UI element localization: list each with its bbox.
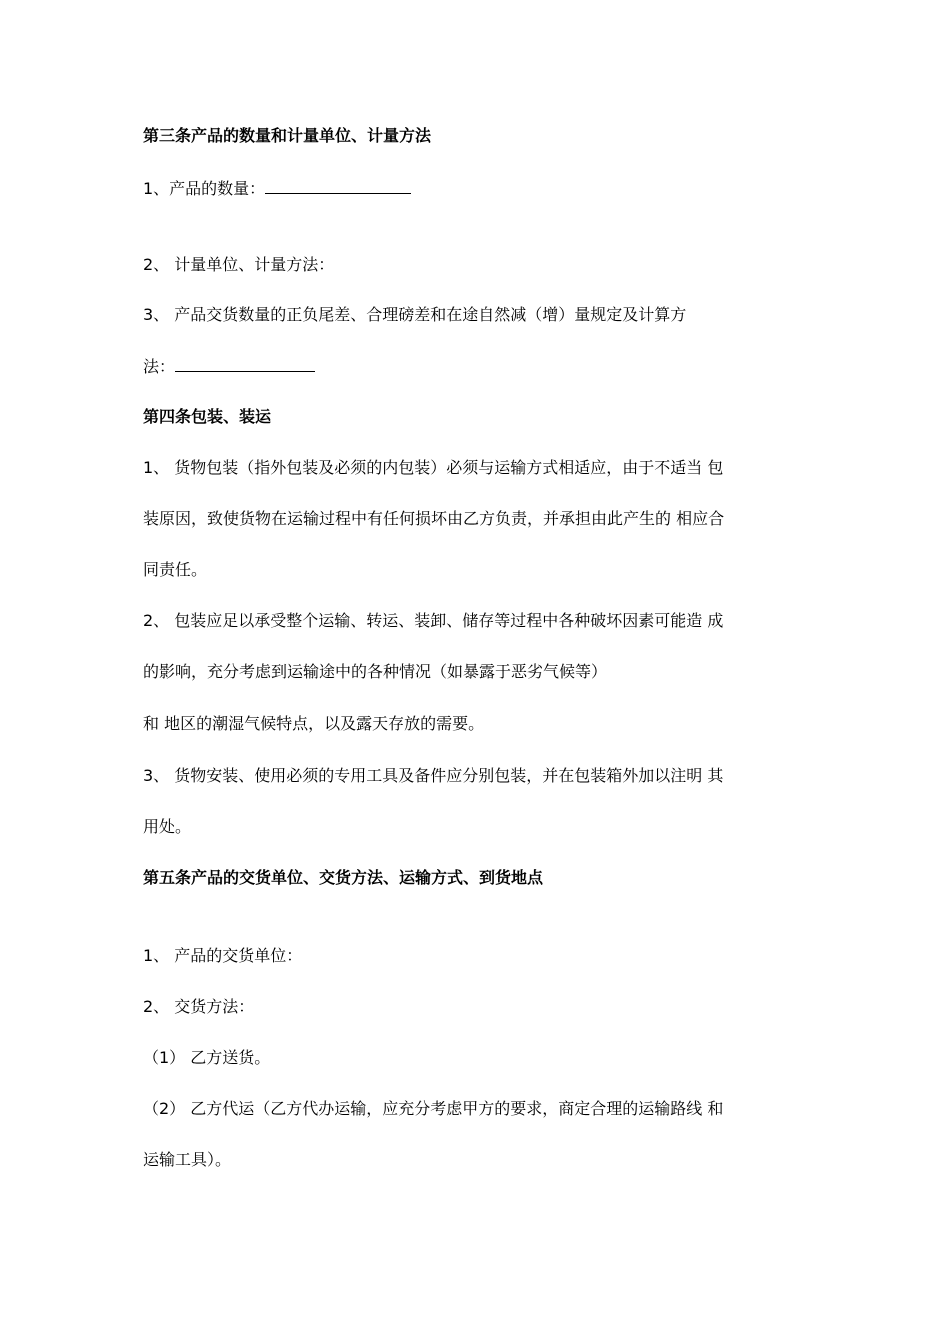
article-4-item-3-line-1: 3、 货物安装、使用必须的专用工具及备件应分别包装，并在包装箱外加以注明 其	[143, 766, 724, 785]
article-4-item-1-line-3: 同责任。	[143, 560, 208, 579]
article-3-item-2: 2、 计量单位、计量方法：	[143, 255, 335, 274]
article-4-item-1-line-1: 1、 货物包装（指外包装及必须的内包装）必须与运输方式相适应，由于不适当 包	[143, 458, 724, 477]
article-4-item-2-line-2: 的影响，充分考虑到运输途中的各种情况（如暴露于恶劣气候等）	[143, 662, 608, 681]
article-5-item-1: 1、 产品的交货单位：	[143, 946, 303, 965]
article-4-item-1-line-2: 装原因，致使货物在运输过程中有任何损坏由乙方负责，并承担由此产生的 相应合	[143, 509, 725, 528]
article-3-item-1	[143, 177, 411, 200]
blank-underline	[265, 177, 411, 194]
item-text: 法：	[143, 357, 176, 376]
article-5-item-2-option-2-line-2: 运输工具）。	[143, 1150, 232, 1169]
article-3-item-3-line-2	[143, 355, 315, 378]
article-5-item-2-option-1: （1） 乙方送货。	[143, 1048, 271, 1067]
item-text: 1、产品的数量：	[143, 179, 266, 198]
article-4-item-2-line-1: 2、 包装应足以承受整个运输、转运、装卸、储存等过程中各种破坏因素可能造 成	[143, 611, 724, 630]
article-3-heading: 第三条产品的数量和计量单位、计量方法	[143, 126, 432, 145]
article-4-item-3-line-2: 用处。	[143, 817, 192, 836]
article-5-item-2-option-2-line-1: （2） 乙方代运（乙方代办运输，应充分考虑甲方的要求，商定合理的运输路线 和	[143, 1099, 724, 1118]
blank-underline	[175, 355, 315, 372]
article-5-item-2: 2、 交货方法：	[143, 997, 255, 1016]
article-4-item-2-line-3: 和 地区的潮湿气候特点，以及露天存放的需要。	[143, 714, 485, 733]
article-5-heading: 第五条产品的交货单位、交货方法、运输方式、到货地点	[143, 868, 544, 887]
article-3-item-3-line-1: 3、 产品交货数量的正负尾差、合理磅差和在途自然减（增）量规定及计算方	[143, 305, 687, 324]
article-4-heading: 第四条包装、装运	[143, 407, 272, 426]
